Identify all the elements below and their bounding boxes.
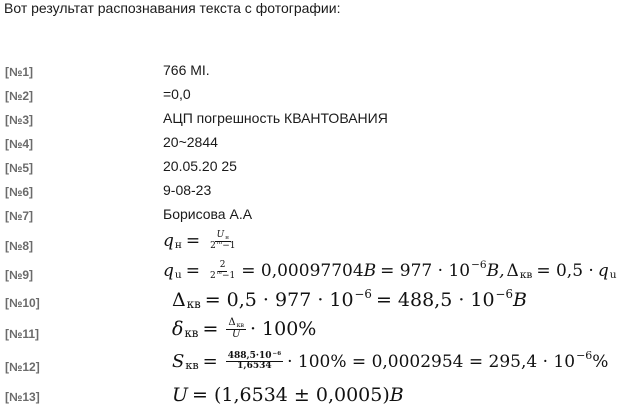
formula-fraction	[226, 352, 283, 372]
row-number: [№3]	[5, 113, 34, 127]
row-number: [№6]	[5, 185, 34, 199]
formula-text: = 0,5 ·	[536, 261, 594, 281]
formula-symbol: δ	[172, 318, 184, 340]
formula-subscript: кв	[519, 269, 533, 281]
row-number: [№2]	[5, 89, 34, 103]
formula-number: 2	[210, 240, 216, 251]
formula-unit: B	[363, 261, 377, 281]
row-number: [№13]	[5, 390, 40, 404]
formula-number: 1,6534	[237, 361, 272, 371]
row-text: 20.05.20 25	[163, 158, 237, 174]
formula-text: %	[592, 351, 609, 372]
row-text: 9-08-23	[163, 182, 212, 198]
formula-number: 2	[209, 270, 216, 281]
formula-number: 488,5·10	[227, 350, 272, 361]
formula-symbol: Δ	[228, 317, 236, 328]
formula-subscript: н	[225, 234, 229, 241]
formula-superscript: −6	[576, 348, 593, 362]
formula-symbol: q	[163, 261, 174, 281]
formula-subscript: кв	[185, 359, 199, 373]
formula-quantization-value: q u = $\frac{2}{2^m-1}$ = 0,00097704 B = 977 · 10 −6 B, Δ кв = 0,5 · q u	[163, 259, 617, 281]
formula-symbol: Δ	[506, 261, 519, 281]
formula-text: = (1,6534 ± 0,0005)	[192, 384, 390, 406]
formula-subscript: u	[609, 269, 617, 281]
row-text: АЦП погрешность КВАНТОВАНИЯ	[163, 110, 388, 126]
row-number: [№11]	[5, 327, 40, 341]
row-13	[0, 384, 614, 408]
row-text: 766 MI.	[163, 62, 210, 78]
formula-symbol: q	[597, 261, 609, 281]
formula-text: · 100%	[249, 318, 317, 340]
row-number: [№10]	[5, 296, 40, 310]
formula-number: 2	[219, 260, 226, 271]
formula-symbol: U	[216, 230, 225, 241]
formula-symbol: S	[172, 351, 185, 372]
formula-fraction	[226, 318, 246, 340]
formula-text: = 488,5 · 10	[375, 289, 495, 311]
formula-symbol: q	[163, 231, 174, 251]
formula-subscript: кв	[184, 326, 199, 341]
formula-unit: B	[389, 384, 404, 406]
row-number: [№9]	[5, 268, 34, 282]
page-header: Вот результат распознавания текста с фотографии:	[4, 0, 341, 16]
row-text: Борисова А.А	[163, 206, 253, 222]
formula-superscript: −6	[495, 286, 513, 301]
row-9	[0, 259, 617, 291]
formula-symbol: U	[231, 328, 241, 340]
row-text: =0,0	[163, 86, 191, 102]
formula-relative-error-value: S кв = $\frac{488,5\cdot 10^{-6}}{1,6534}$ · 100% = 0,0002954 = 295,4 · 10 −6 %	[172, 348, 609, 373]
formula-subscript: н	[174, 239, 182, 251]
row-number: [№1]	[5, 65, 34, 79]
row-8	[0, 229, 614, 263]
formula-quantization-step: q н = $\frac{Uн}{2^m-1}$	[163, 230, 236, 251]
formula-superscript: −6	[354, 286, 372, 301]
formula-superscript: −6	[471, 259, 487, 272]
row-12	[0, 349, 614, 383]
formula-subscript: кв	[186, 297, 201, 312]
formula-fraction	[208, 231, 237, 251]
formula-symbol: Δ	[172, 289, 186, 311]
formula-symbol: U	[172, 384, 189, 406]
formula-superscript: −6	[272, 350, 282, 357]
formula-subscript: u	[174, 269, 182, 281]
formula-unit: B,	[486, 261, 505, 281]
formula-relative-error: δ кв = $\frac{\text{Δкв}}{U}$ · 100%	[172, 317, 317, 341]
formula-superscript: m	[216, 270, 222, 277]
formula-number: −1	[221, 270, 236, 281]
formula-fraction	[208, 261, 237, 281]
row-text: 20~2844	[163, 134, 218, 150]
row-10	[0, 286, 614, 315]
formula-subscript: кв	[236, 321, 244, 329]
row-number: [№5]	[5, 161, 34, 175]
formula-quantization-error	[172, 286, 527, 312]
formula-text: = 977 · 10	[380, 261, 471, 281]
formula-text: = 0,00097704	[241, 261, 364, 281]
row-number: [№8]	[5, 239, 34, 253]
formula-measurement-result	[172, 384, 404, 406]
formula-text: = 0,5 · 977 · 10	[204, 289, 354, 311]
formula-number: −1	[222, 240, 236, 251]
formula-unit: B	[512, 289, 527, 311]
row-number: [№4]	[5, 137, 34, 151]
row-number: [№12]	[5, 360, 40, 374]
row-number: [№7]	[5, 209, 34, 223]
formula-superscript: m	[216, 240, 223, 247]
row-11	[0, 318, 614, 350]
formula-text: · 100% = 0,0002954 = 295,4 · 10	[287, 351, 576, 372]
